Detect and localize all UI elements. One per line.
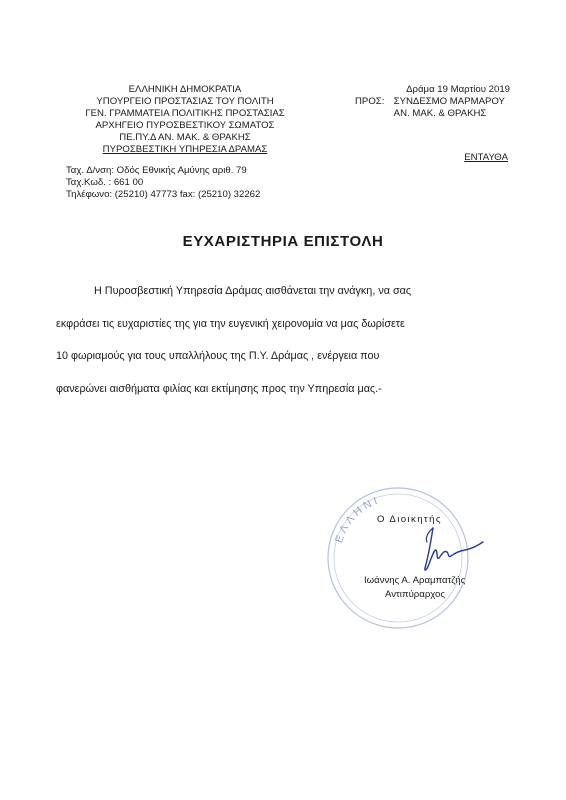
sender-header [60,84,310,156]
body-line-2: εκφράσει τις ευχαριστίες της για την ευγενική χειρονομία να μας δωρίσετε [56,318,405,330]
recipient-block [355,96,505,120]
body-line-1: Η Πυροσβεστική Υπηρεσία Δράμας αισθάνεται την ανάγκη, να σας [94,285,412,297]
recipient-region: ΑΝ. ΜΑΚ. & ΘΡΑΚΗΣ [393,108,487,119]
sender-postcode: Ταχ.Κωδ. : 661 00 [66,177,144,188]
letter-title: ΕΥΧΑΡΙΣΤΗΡΙΑ ΕΠΙΣΤΟΛΗ [182,233,384,250]
stamp-text: ΕΛΛΗΝΙ [333,494,382,545]
sender-phone: Τηλέφωνο: (25210) 47773 fax: (25210) 32262 [66,189,261,200]
signatory-role: Ο Διοικητής [377,514,442,525]
handwritten-signature [395,520,485,580]
sender-contact [66,165,260,201]
sender-line-ministry: ΥΠΟΥΡΓΕΙΟ ΠΡΟΣΤΑΣΙΑΣ ΤΟΥ ΠΟΛΙΤΗ [96,96,274,107]
body-line-3: 10 φωριαμούς για τους υπαλλήλους της Π.Υ. Δράμας , ενέργεια που [56,350,380,362]
recipient-label: ΠΡΟΣ: [355,96,385,107]
letter-date: Δράμα 19 Μαρτίου 2019 [406,84,510,95]
sender-line-republic: ΕΛΛΗΝΙΚΗ ΔΗΜΟΚΡΑΤΙΑ [128,84,242,95]
sender-line-regional: ΠΕ.ΠΥ.Δ ΑΝ. ΜΑΚ. & ΘΡΑΚΗΣ [119,132,251,143]
recipient-local: ΕΝΤΑΥΘΑ [464,152,508,163]
sender-address: Ταχ. Δ/νση: Οδός Εθνικής Αμύνης αριθ. 79 [66,165,247,176]
signatory-name: Ιωάννης Α. Αραμπατζής [364,575,466,586]
sender-line-headquarters: ΑΡΧΗΓΕΙΟ ΠΥΡΟΣΒΕΣΤΙΚΟΥ ΣΩΜΑΤΟΣ [95,120,275,131]
sender-line-service: ΠΥΡΟΣΒΕΣΤΙΚΗ ΥΠΗΡΕΣΙΑ ΔΡΑΜΑΣ [102,144,268,155]
body-line-4: φανερώνει αισθήματα φιλίας και εκτίμησης προς την Υπηρεσία μας.- [56,383,382,395]
sender-line-secretariat: ΓΕΝ. ΓΡΑΜΜΑΤΕΙΑ ΠΟΛΙΤΙΚΗΣ ΠΡΟΣΤΑΣΙΑΣ [85,108,285,119]
recipient-name: ΣΥΝΔΕΣΜΟ ΜΑΡΜΑΡΟΥ [393,96,505,107]
signatory-rank: Αντιπύραρχος [385,589,446,600]
